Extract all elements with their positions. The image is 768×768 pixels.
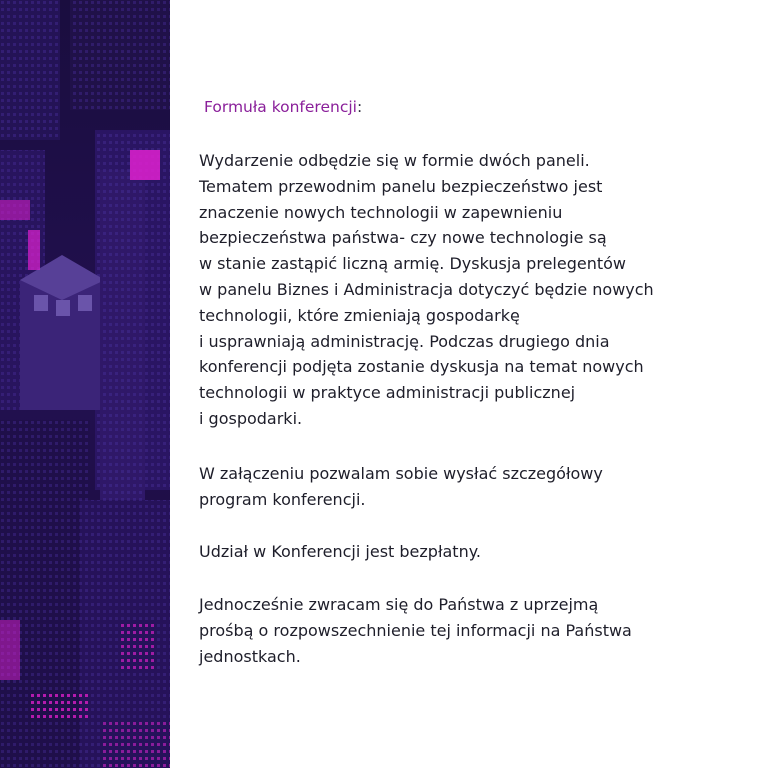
paragraph-request — [199, 592, 632, 669]
text-line: program konferencji. — [199, 489, 366, 509]
text-line: konferencji podjęta zostanie dyskusja na temat nowych — [199, 357, 644, 377]
city-skyline-image — [0, 0, 170, 768]
text-line: jednostkach. — [199, 646, 301, 666]
text-line: Wydarzenie odbędzie się w formie dwóch paneli. — [199, 151, 590, 170]
text-line: W załączeniu pozwalam sobie wysłać szczegółowy — [199, 464, 603, 483]
paragraph-attachment — [199, 461, 603, 513]
paragraph-free-participation — [199, 539, 481, 565]
text-line: Tematem przewodnim panelu bezpieczeństwo jest — [199, 176, 603, 196]
section-heading-label: Formuła konferencji — [204, 98, 357, 116]
text-line: Jednocześnie zwracam się do Państwa z uprzejmą — [199, 595, 599, 614]
text-line: w stanie zastąpić liczną armię. Dyskusja prelegentów — [199, 254, 626, 274]
text-line: prośbą o rozpowszechnienie tej informacji na Państwa — [199, 620, 632, 640]
text-line: Udział w Konferencji jest bezpłatny. — [199, 542, 481, 561]
content-panel — [170, 0, 768, 768]
text-line: i usprawniają administrację. Podczas drugiego dnia — [199, 331, 610, 351]
text-line: bezpieczeństwa państwa- czy nowe technologie są — [199, 228, 607, 248]
text-line: znaczenie nowych technologii w zapewnieniu — [199, 202, 563, 222]
text-line: w panelu Biznes i Administracja dotyczyć będzie nowych — [199, 279, 654, 299]
text-line: technologii w praktyce administracji publicznej — [199, 383, 576, 403]
section-heading — [204, 98, 362, 116]
text-line: i gospodarki. — [199, 408, 303, 428]
paragraph-event-description — [199, 148, 654, 432]
text-line: technologii, które zmieniają gospodarkę — [199, 305, 520, 325]
section-heading-colon: : — [356, 98, 363, 116]
